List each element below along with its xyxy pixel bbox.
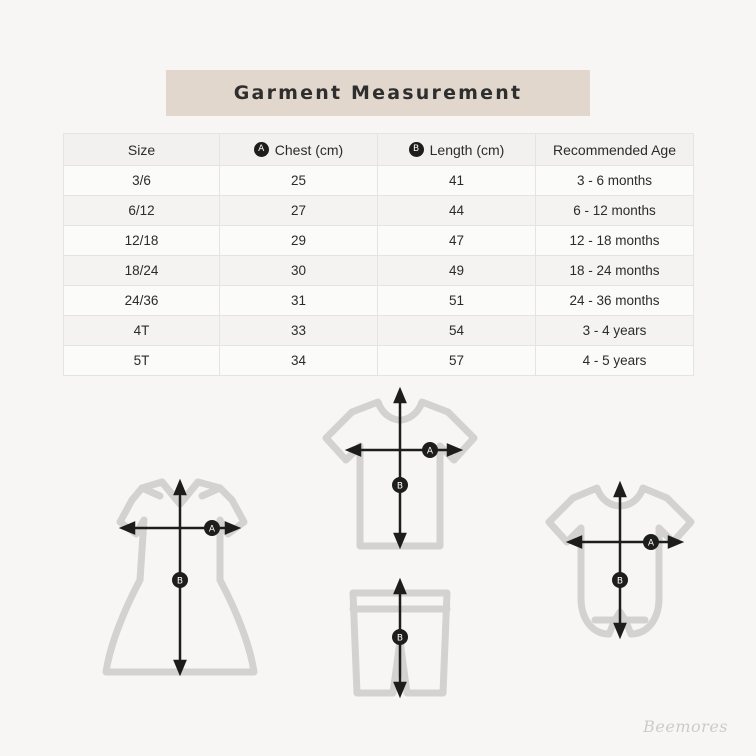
table-row [64,226,694,256]
cell-size: 24/36 [64,286,220,316]
cell-age: 4 - 5 years [536,346,694,376]
cell-size: 4T [64,316,220,346]
badge-b-icon: B [409,142,424,157]
measurement-table [63,133,694,376]
cell-length: 47 [378,226,536,256]
shorts-diagram [335,575,465,715]
table-row [64,166,694,196]
onesie-icon [535,470,705,670]
cell-size: 5T [64,346,220,376]
dress-diagram [80,460,280,705]
dress-icon [80,460,280,700]
title-banner [166,70,590,116]
table-row [64,256,694,286]
garment-diagrams [0,380,756,756]
cell-chest: 33 [220,316,378,346]
cell-length: 51 [378,286,536,316]
column-header-label: Size [127,141,156,158]
page-title: Garment Measurement [233,82,523,104]
table-body [64,166,694,376]
table-header-row [64,134,694,166]
table-row [64,346,694,376]
svg-text:B: B [396,481,404,492]
column-header-label: Chest (cm) [274,141,344,158]
column-header-label: Length (cm) [429,141,505,158]
tshirt-diagram [310,380,490,570]
svg-text:B: B [616,576,624,587]
cell-length: 44 [378,196,536,226]
svg-text:B: B [176,576,184,587]
brand-watermark: Beemores [643,717,728,736]
cell-length: 41 [378,166,536,196]
tshirt-icon [310,380,490,565]
cell-age: 24 - 36 months [536,286,694,316]
cell-chest: 27 [220,196,378,226]
cell-size: 12/18 [64,226,220,256]
svg-text:A: A [647,538,655,549]
cell-chest: 29 [220,226,378,256]
svg-text:B: B [396,633,404,644]
cell-age: 12 - 18 months [536,226,694,256]
column-header-age [536,134,694,166]
table-row [64,286,694,316]
svg-text:A: A [426,446,434,457]
cell-chest: 31 [220,286,378,316]
cell-chest: 25 [220,166,378,196]
cell-length: 49 [378,256,536,286]
cell-size: 3/6 [64,166,220,196]
cell-age: 3 - 6 months [536,166,694,196]
cell-chest: 34 [220,346,378,376]
table-row [64,196,694,226]
shorts-icon [335,575,465,710]
cell-length: 54 [378,316,536,346]
measurement-table-wrapper [63,133,693,376]
cell-age: 6 - 12 months [536,196,694,226]
column-header-size [64,134,220,166]
column-header-label: Recommended Age [553,141,676,158]
onesie-diagram [535,470,705,675]
cell-chest: 30 [220,256,378,286]
cell-age: 18 - 24 months [536,256,694,286]
column-header-length [378,134,536,166]
column-header-chest [220,134,378,166]
cell-size: 18/24 [64,256,220,286]
cell-size: 6/12 [64,196,220,226]
cell-length: 57 [378,346,536,376]
badge-a-icon: A [254,142,269,157]
table-row [64,316,694,346]
cell-age: 3 - 4 years [536,316,694,346]
svg-text:A: A [208,524,216,535]
